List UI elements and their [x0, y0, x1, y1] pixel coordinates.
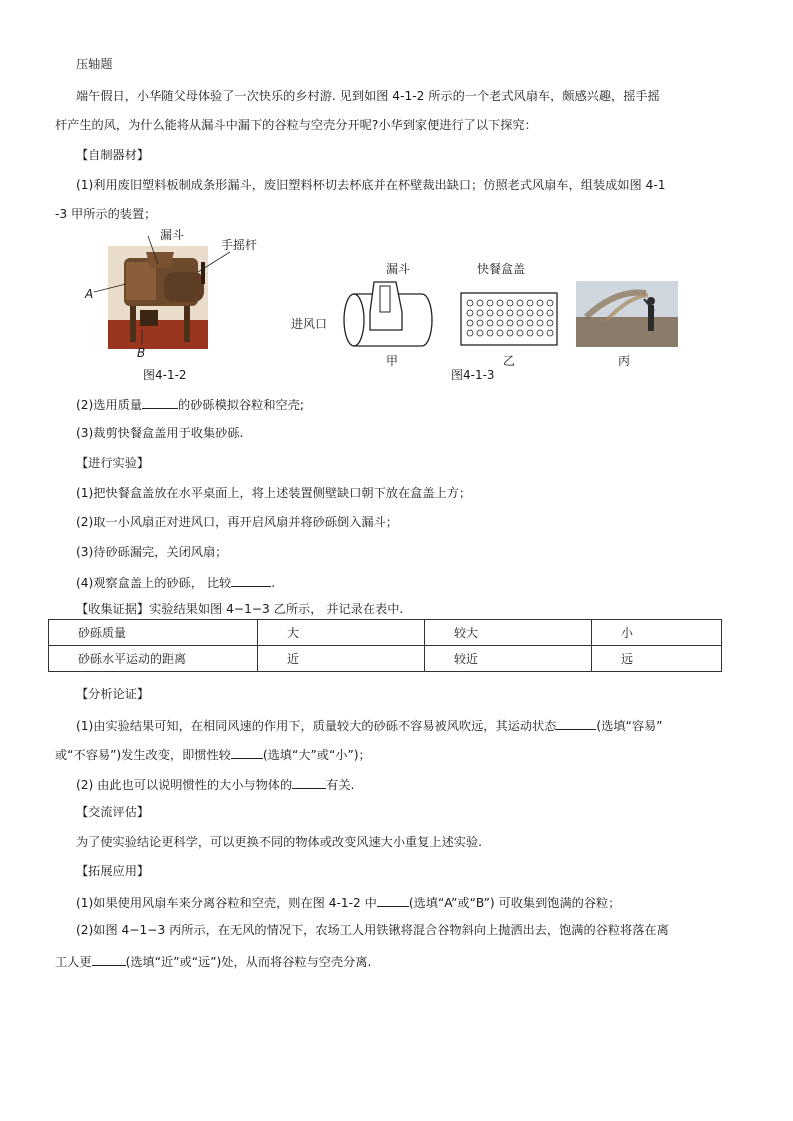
- analysis-1-pre: (1)由实验结果可知，在相同风速的作用下，质量较大的砂砾不容易被风吹远，其运动状态: [76, 719, 557, 733]
- caption-412: 图4-1-2: [143, 368, 187, 382]
- extension-2-pre: 工人更: [55, 955, 92, 969]
- table-cell: 大: [258, 620, 425, 646]
- analysis-2-pre: (2) 由此也可以说明惯性的大小与物体的: [76, 778, 293, 792]
- table-cell: 砂砾水平运动的距离: [49, 646, 258, 672]
- answer-blank-4[interactable]: [231, 745, 263, 759]
- exp-4-pre: (4)观察盒盖上的砂砾， 比较: [76, 576, 232, 590]
- table-cell: 小: [592, 620, 722, 646]
- exp-2: (2)取一小风扇正对进风口，再开启风扇并将砂砾倒入漏斗；: [76, 515, 398, 529]
- equip-2: [76, 395, 304, 413]
- equip-3: (3)裁剪快餐盒盖用于收集砂砾.: [76, 426, 244, 440]
- table-cell: 远: [592, 646, 722, 672]
- analysis-2: [76, 775, 354, 793]
- extension-1-pre: (1)如果使用风扇车来分离谷粒和空壳，则在图 4-1-2 中: [76, 896, 377, 910]
- caption-413: 图4-1-3: [451, 368, 495, 382]
- label-a: A: [85, 287, 94, 301]
- sub-jia: 甲: [386, 354, 399, 368]
- analysis-1-line2-post: (选填“大”或“小”)；: [262, 748, 371, 762]
- sub-yi: 乙: [503, 354, 516, 368]
- section-experiment: 【进行实验】: [76, 456, 150, 470]
- table-row: [49, 620, 722, 646]
- answer-blank-2[interactable]: [231, 573, 271, 587]
- table-cell: 砂砾质量: [49, 620, 258, 646]
- extension-2-post: (选填“近”或“远”)处，从而将谷粒与空壳分离.: [125, 955, 372, 969]
- equip-2-post: 的砂砾模拟谷粒和空壳;: [178, 398, 304, 412]
- exp-4: [76, 573, 275, 591]
- table-cell: 较大: [425, 620, 592, 646]
- answer-blank-1[interactable]: [142, 395, 178, 409]
- answer-blank-7[interactable]: [92, 952, 126, 966]
- extension-2-line-1: (2)如图 4−1−3 丙所示，在无风的情况下，农场工人用铁锹将混合谷物斜向上抛洒出去，饱满的谷粒将落在离: [76, 923, 669, 937]
- intro-line-2: 杆产生的风，为什么能将从漏斗中漏下的谷粒与空壳分开呢?小华到家便进行了以下探究：: [55, 118, 537, 132]
- evaluation-text: 为了使实验结论更科学，可以更换不同的物体或改变风速大小重复上述实验.: [76, 835, 483, 849]
- exp-3: (3)待砂砾漏完，关闭风扇；: [76, 545, 228, 559]
- section-collect-text: 实验结果如图 4−1−3 乙所示， 并记录在表中.: [149, 602, 404, 616]
- answer-blank-6[interactable]: [377, 893, 409, 907]
- extension-1-post: (选填“A”或“B”) 可收集到饱满的谷粒；: [408, 896, 621, 910]
- label-b: B: [137, 346, 146, 360]
- analysis-1-line2-pre: 或“不容易”)发生改变，即惯性较: [55, 748, 231, 762]
- analysis-1-post: (选填“容易”: [596, 719, 663, 733]
- table-cell: 较近: [425, 646, 592, 672]
- sub-bing: 丙: [618, 354, 631, 368]
- equip-2-pre: (2)选用质量: [76, 398, 143, 412]
- heading: 压轴题: [76, 57, 113, 71]
- section-extension: 【拓展应用】: [76, 864, 150, 878]
- answer-blank-5[interactable]: [292, 775, 326, 789]
- lid-diagram: [460, 292, 560, 348]
- section-collect-title: 【收集证据】: [76, 602, 150, 616]
- answer-blank-3[interactable]: [556, 716, 596, 730]
- results-table: [48, 619, 722, 672]
- equip-1-line-2: -3 甲所示的装置；: [55, 207, 157, 221]
- label-crank: 手摇杆: [221, 238, 258, 252]
- table-cell: 近: [258, 646, 425, 672]
- intro-line-1: 端午假日，小华随父母体验了一次快乐的乡村游. 见到如图 4-1-2 所示的一个老式风扇车，颇感兴趣，摇手摇: [76, 89, 660, 103]
- section-collect: [76, 601, 403, 617]
- table-row: [49, 646, 722, 672]
- label-funnel-412: 漏斗: [160, 228, 185, 242]
- analysis-2-post: 有关.: [326, 778, 355, 792]
- section-analysis: 【分析论证】: [76, 687, 150, 701]
- label-funnel-413: 漏斗: [386, 262, 411, 276]
- apparatus-diagram: [340, 272, 440, 348]
- analysis-1-line-2: [55, 745, 371, 763]
- extension-1: [76, 893, 620, 911]
- exp-4-post: .: [271, 576, 276, 590]
- label-inlet: 进风口: [291, 317, 328, 331]
- label-lid: 快餐盒盖: [477, 262, 526, 276]
- section-equipment: 【自制器材】: [76, 148, 150, 162]
- analysis-1-line-1: [76, 716, 663, 734]
- extension-2-line-2: [55, 952, 371, 970]
- equip-1-line-1: (1)利用废旧塑料板制成条形漏斗，废旧塑料杯切去杯底并在杯壁裁出缺口；仿照老式风扇车，组装成如图 4-1: [76, 178, 666, 192]
- winnowing-photo: [576, 281, 678, 347]
- section-evaluation: 【交流评估】: [76, 805, 150, 819]
- exp-1: (1)把快餐盒盖放在水平桌面上，将上述装置侧壁缺口朝下放在盒盖上方；: [76, 486, 472, 500]
